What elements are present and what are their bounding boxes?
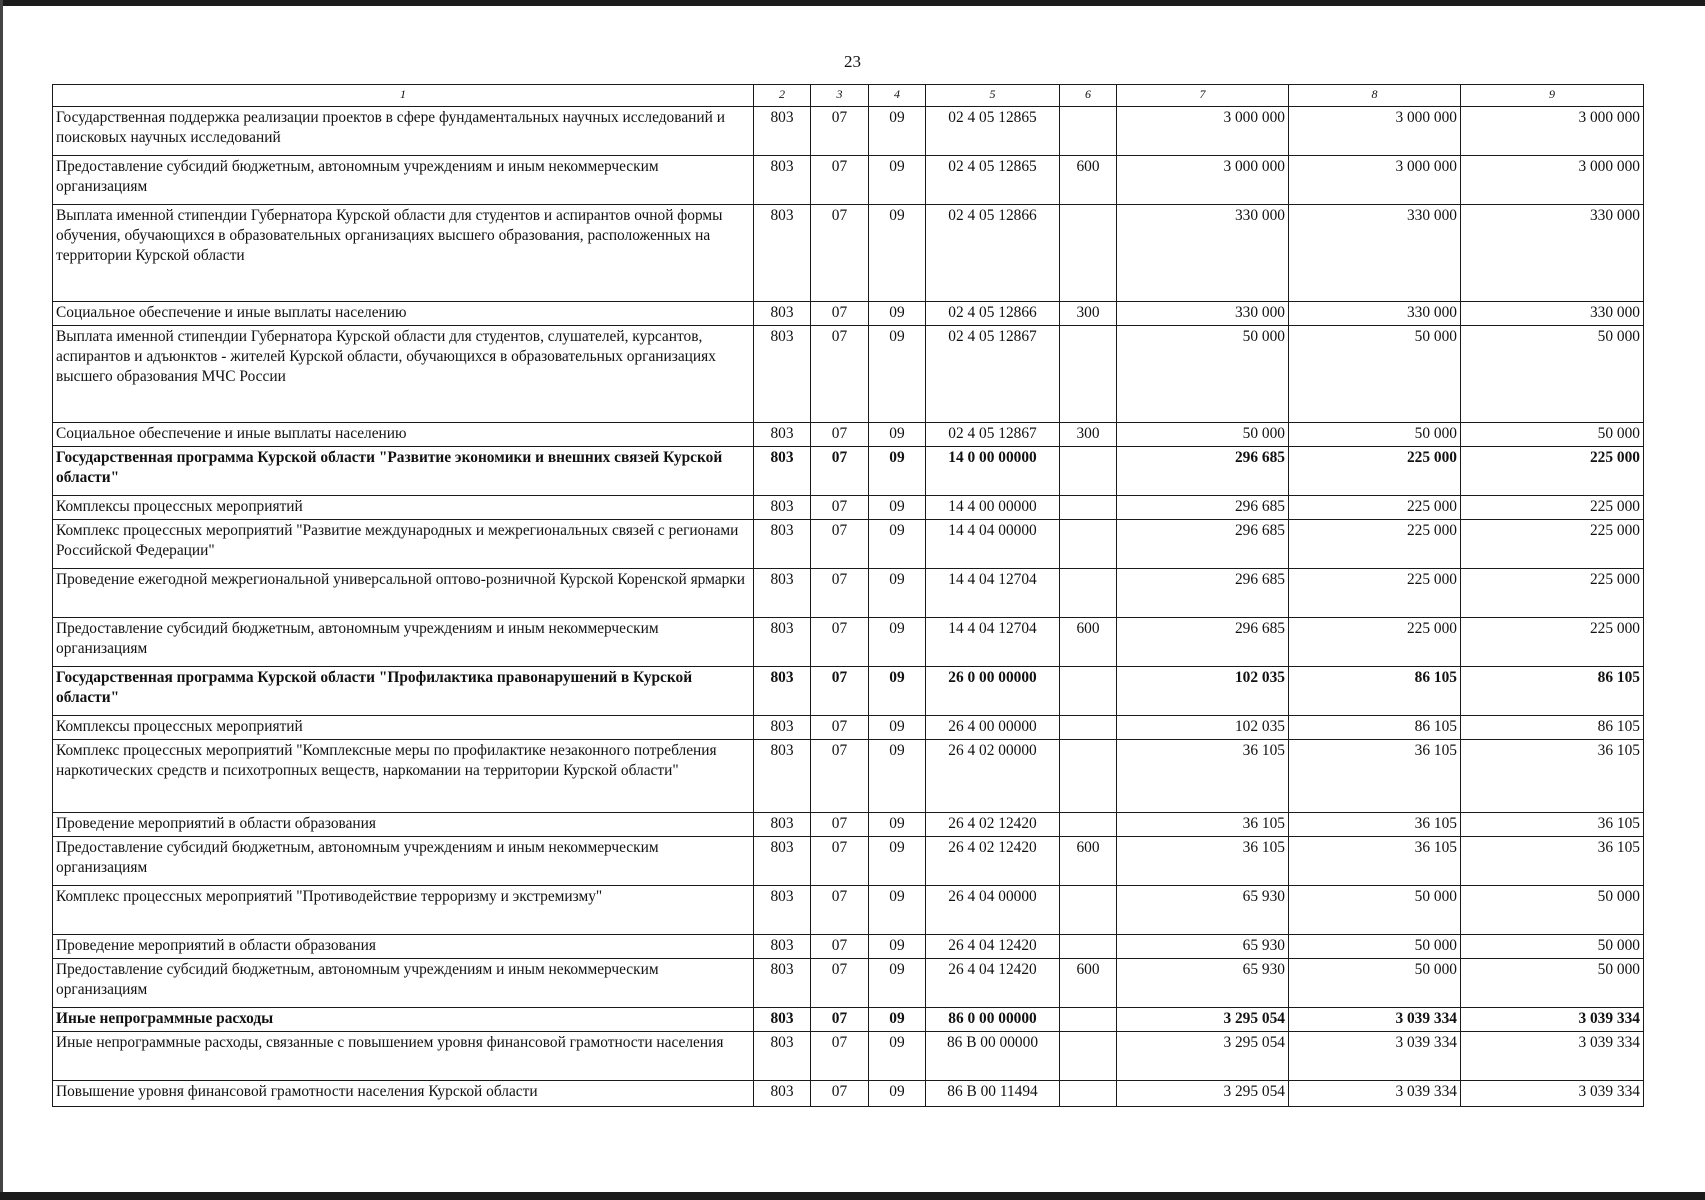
row-name-cell: Выплата именной стипендии Губернатора Курской области для студентов и аспирантов очной формы обучения, обучающихся в образовательных организациях высшего образования, расположенных на территории Курской области (53, 205, 754, 302)
row-name-cell: Проведение ежегодной межрегиональной универсальной оптово-розничной Курской Коренской ярмарки (53, 569, 754, 618)
table-row (53, 935, 1644, 959)
table-row (53, 326, 1644, 423)
table-row (53, 205, 1644, 302)
row-amount-2-cell: 225 000 (1289, 618, 1461, 667)
row-name-cell: Предоставление субсидий бюджетным, автономным учреждениям и иным некоммерческим организациям (53, 156, 754, 205)
table-body (53, 107, 1644, 1107)
row-expense-type-cell (1060, 107, 1117, 156)
row-grbs-cell: 803 (754, 667, 811, 716)
row-name-cell: Государственная программа Курской области "Профилактика правонарушений в Курской области" (53, 667, 754, 716)
row-target-article-cell: 02 4 05 12865 (926, 107, 1060, 156)
row-amount-3-cell: 50 000 (1461, 423, 1644, 447)
row-subsection-cell: 09 (869, 959, 926, 1008)
row-grbs-cell: 803 (754, 1032, 811, 1081)
budget-table (52, 84, 1644, 1107)
row-subsection-cell: 09 (869, 1081, 926, 1107)
row-grbs-cell: 803 (754, 618, 811, 667)
row-target-article-cell: 26 0 00 00000 (926, 667, 1060, 716)
row-section-cell: 07 (811, 569, 869, 618)
row-subsection-cell: 09 (869, 618, 926, 667)
row-name-cell: Повышение уровня финансовой грамотности населения Курской области (53, 1081, 754, 1107)
row-amount-3-cell: 36 105 (1461, 740, 1644, 813)
row-amount-3-cell: 330 000 (1461, 205, 1644, 302)
row-subsection-cell: 09 (869, 837, 926, 886)
row-section-cell: 07 (811, 302, 869, 326)
row-section-cell: 07 (811, 1081, 869, 1107)
row-name-cell: Предоставление субсидий бюджетным, автономным учреждениям и иным некоммерческим организациям (53, 959, 754, 1008)
row-amount-1-cell: 36 105 (1117, 837, 1289, 886)
row-name-cell: Комплекс процессных мероприятий "Комплексные меры по профилактике незаконного потребления наркотических средств и психотропных веществ, наркомании на территории Курской области" (53, 740, 754, 813)
row-target-article-cell: 02 4 05 12867 (926, 326, 1060, 423)
row-amount-1-cell: 296 685 (1117, 618, 1289, 667)
row-subsection-cell: 09 (869, 935, 926, 959)
row-amount-2-cell: 50 000 (1289, 326, 1461, 423)
row-amount-1-cell: 65 930 (1117, 886, 1289, 935)
row-expense-type-cell (1060, 813, 1117, 837)
row-subsection-cell: 09 (869, 569, 926, 618)
header-cell: 7 (1117, 85, 1289, 107)
header-cell: 3 (811, 85, 869, 107)
row-expense-type-cell (1060, 1008, 1117, 1032)
row-amount-1-cell: 330 000 (1117, 302, 1289, 326)
row-expense-type-cell (1060, 326, 1117, 423)
row-grbs-cell: 803 (754, 959, 811, 1008)
row-grbs-cell: 803 (754, 447, 811, 496)
row-amount-1-cell: 296 685 (1117, 496, 1289, 520)
row-grbs-cell: 803 (754, 813, 811, 837)
table-row (53, 667, 1644, 716)
table-row (53, 716, 1644, 740)
row-expense-type-cell (1060, 716, 1117, 740)
row-amount-3-cell: 50 000 (1461, 326, 1644, 423)
row-name-cell: Иные непрограммные расходы, связанные с повышением уровня финансовой грамотности населения (53, 1032, 754, 1081)
row-amount-3-cell: 36 105 (1461, 837, 1644, 886)
row-amount-2-cell: 3 039 334 (1289, 1081, 1461, 1107)
row-target-article-cell: 02 4 05 12866 (926, 302, 1060, 326)
row-name-cell: Государственная программа Курской области "Развитие экономики и внешних связей Курской области" (53, 447, 754, 496)
row-name-cell: Проведение мероприятий в области образования (53, 935, 754, 959)
row-amount-3-cell: 50 000 (1461, 935, 1644, 959)
row-amount-3-cell: 3 039 334 (1461, 1032, 1644, 1081)
row-section-cell: 07 (811, 837, 869, 886)
row-target-article-cell: 26 4 00 00000 (926, 716, 1060, 740)
table-row (53, 302, 1644, 326)
row-subsection-cell: 09 (869, 423, 926, 447)
row-grbs-cell: 803 (754, 205, 811, 302)
scan-border-bottom (0, 1192, 1705, 1200)
row-amount-2-cell: 3 000 000 (1289, 156, 1461, 205)
row-subsection-cell: 09 (869, 107, 926, 156)
row-amount-2-cell: 50 000 (1289, 959, 1461, 1008)
row-amount-3-cell: 50 000 (1461, 959, 1644, 1008)
row-amount-1-cell: 3 295 054 (1117, 1008, 1289, 1032)
row-amount-2-cell: 50 000 (1289, 886, 1461, 935)
table-row (53, 447, 1644, 496)
row-amount-2-cell: 3 039 334 (1289, 1008, 1461, 1032)
row-amount-2-cell: 3 000 000 (1289, 107, 1461, 156)
row-target-article-cell: 86 0 00 00000 (926, 1008, 1060, 1032)
row-section-cell: 07 (811, 618, 869, 667)
scan-border-left (0, 0, 3, 1200)
row-section-cell: 07 (811, 740, 869, 813)
row-section-cell: 07 (811, 1032, 869, 1081)
row-expense-type-cell: 300 (1060, 423, 1117, 447)
row-expense-type-cell (1060, 886, 1117, 935)
row-amount-3-cell: 3 000 000 (1461, 156, 1644, 205)
table-row (53, 520, 1644, 569)
row-amount-2-cell: 330 000 (1289, 205, 1461, 302)
row-expense-type-cell: 600 (1060, 618, 1117, 667)
row-amount-2-cell: 36 105 (1289, 837, 1461, 886)
row-target-article-cell: 26 4 02 12420 (926, 837, 1060, 886)
row-expense-type-cell (1060, 205, 1117, 302)
row-amount-1-cell: 102 035 (1117, 716, 1289, 740)
table-row (53, 886, 1644, 935)
row-amount-2-cell: 3 039 334 (1289, 1032, 1461, 1081)
row-expense-type-cell (1060, 1081, 1117, 1107)
row-target-article-cell: 14 4 04 12704 (926, 569, 1060, 618)
table-row (53, 1032, 1644, 1081)
row-section-cell: 07 (811, 886, 869, 935)
row-name-cell: Выплата именной стипендии Губернатора Курской области для студентов, слушателей, курсантов, аспирантов и адъюнктов - жителей Курской области, обучающихся в образовательных организациях высшего образования МЧС России (53, 326, 754, 423)
table-row (53, 156, 1644, 205)
row-target-article-cell: 26 4 04 12420 (926, 935, 1060, 959)
row-amount-2-cell: 86 105 (1289, 667, 1461, 716)
row-amount-1-cell: 296 685 (1117, 447, 1289, 496)
row-grbs-cell: 803 (754, 156, 811, 205)
row-expense-type-cell (1060, 1032, 1117, 1081)
row-amount-1-cell: 3 295 054 (1117, 1081, 1289, 1107)
row-section-cell: 07 (811, 1008, 869, 1032)
table-row (53, 618, 1644, 667)
row-amount-2-cell: 225 000 (1289, 520, 1461, 569)
row-expense-type-cell: 600 (1060, 156, 1117, 205)
row-expense-type-cell: 600 (1060, 837, 1117, 886)
row-expense-type-cell: 600 (1060, 959, 1117, 1008)
row-expense-type-cell (1060, 667, 1117, 716)
table-row (53, 107, 1644, 156)
row-grbs-cell: 803 (754, 520, 811, 569)
row-target-article-cell: 14 4 04 12704 (926, 618, 1060, 667)
row-amount-1-cell: 65 930 (1117, 959, 1289, 1008)
row-grbs-cell: 803 (754, 935, 811, 959)
row-amount-3-cell: 86 105 (1461, 667, 1644, 716)
row-name-cell: Комплексы процессных мероприятий (53, 496, 754, 520)
row-section-cell: 07 (811, 326, 869, 423)
row-subsection-cell: 09 (869, 716, 926, 740)
row-grbs-cell: 803 (754, 1081, 811, 1107)
row-amount-3-cell: 225 000 (1461, 569, 1644, 618)
row-amount-2-cell: 225 000 (1289, 569, 1461, 618)
row-amount-1-cell: 102 035 (1117, 667, 1289, 716)
row-subsection-cell: 09 (869, 1008, 926, 1032)
row-grbs-cell: 803 (754, 837, 811, 886)
row-target-article-cell: 86 В 00 11494 (926, 1081, 1060, 1107)
row-amount-2-cell: 225 000 (1289, 447, 1461, 496)
row-amount-1-cell: 330 000 (1117, 205, 1289, 302)
table-row (53, 1008, 1644, 1032)
row-target-article-cell: 02 4 05 12867 (926, 423, 1060, 447)
row-amount-3-cell: 225 000 (1461, 447, 1644, 496)
row-expense-type-cell: 300 (1060, 302, 1117, 326)
row-section-cell: 07 (811, 205, 869, 302)
row-name-cell: Комплексы процессных мероприятий (53, 716, 754, 740)
table-row (53, 740, 1644, 813)
row-target-article-cell: 86 В 00 00000 (926, 1032, 1060, 1081)
row-name-cell: Государственная поддержка реализации проектов в сфере фундаментальных научных исследований и поисковых научных исследований (53, 107, 754, 156)
page-number: 23 (844, 52, 861, 71)
row-target-article-cell: 26 4 02 12420 (926, 813, 1060, 837)
row-expense-type-cell (1060, 447, 1117, 496)
row-subsection-cell: 09 (869, 520, 926, 569)
row-grbs-cell: 803 (754, 716, 811, 740)
header-cell: 4 (869, 85, 926, 107)
row-grbs-cell: 803 (754, 326, 811, 423)
row-amount-3-cell: 50 000 (1461, 886, 1644, 935)
row-amount-2-cell: 225 000 (1289, 496, 1461, 520)
row-subsection-cell: 09 (869, 496, 926, 520)
row-expense-type-cell (1060, 569, 1117, 618)
row-target-article-cell: 26 4 04 00000 (926, 886, 1060, 935)
row-target-article-cell: 14 4 04 00000 (926, 520, 1060, 569)
row-amount-1-cell: 3 000 000 (1117, 156, 1289, 205)
header-cell: 1 (53, 85, 754, 107)
row-section-cell: 07 (811, 520, 869, 569)
header-cell: 9 (1461, 85, 1644, 107)
row-target-article-cell: 14 4 00 00000 (926, 496, 1060, 520)
row-grbs-cell: 803 (754, 740, 811, 813)
row-amount-3-cell: 225 000 (1461, 496, 1644, 520)
row-grbs-cell: 803 (754, 496, 811, 520)
header-cell: 8 (1289, 85, 1461, 107)
row-subsection-cell: 09 (869, 667, 926, 716)
row-amount-1-cell: 65 930 (1117, 935, 1289, 959)
row-expense-type-cell (1060, 496, 1117, 520)
row-subsection-cell: 09 (869, 1032, 926, 1081)
row-amount-3-cell: 3 039 334 (1461, 1008, 1644, 1032)
row-target-article-cell: 14 0 00 00000 (926, 447, 1060, 496)
row-amount-1-cell: 50 000 (1117, 423, 1289, 447)
row-amount-1-cell: 296 685 (1117, 569, 1289, 618)
row-section-cell: 07 (811, 107, 869, 156)
row-grbs-cell: 803 (754, 302, 811, 326)
row-grbs-cell: 803 (754, 569, 811, 618)
row-section-cell: 07 (811, 156, 869, 205)
row-amount-2-cell: 330 000 (1289, 302, 1461, 326)
row-section-cell: 07 (811, 496, 869, 520)
table-row (53, 837, 1644, 886)
table-row (53, 569, 1644, 618)
row-subsection-cell: 09 (869, 205, 926, 302)
row-name-cell: Социальное обеспечение и иные выплаты населению (53, 302, 754, 326)
row-grbs-cell: 803 (754, 886, 811, 935)
row-expense-type-cell (1060, 740, 1117, 813)
row-name-cell: Социальное обеспечение и иные выплаты населению (53, 423, 754, 447)
table-row (53, 496, 1644, 520)
row-amount-2-cell: 36 105 (1289, 740, 1461, 813)
row-name-cell: Комплекс процессных мероприятий "Противодействие терроризму и экстремизму" (53, 886, 754, 935)
row-target-article-cell: 02 4 05 12866 (926, 205, 1060, 302)
row-name-cell: Предоставление субсидий бюджетным, автономным учреждениям и иным некоммерческим организациям (53, 618, 754, 667)
row-section-cell: 07 (811, 447, 869, 496)
row-amount-3-cell: 3 000 000 (1461, 107, 1644, 156)
row-subsection-cell: 09 (869, 886, 926, 935)
row-name-cell: Проведение мероприятий в области образования (53, 813, 754, 837)
row-amount-2-cell: 86 105 (1289, 716, 1461, 740)
table-row (53, 1081, 1644, 1107)
row-expense-type-cell (1060, 520, 1117, 569)
row-amount-3-cell: 330 000 (1461, 302, 1644, 326)
row-target-article-cell: 02 4 05 12865 (926, 156, 1060, 205)
row-subsection-cell: 09 (869, 740, 926, 813)
row-grbs-cell: 803 (754, 423, 811, 447)
row-amount-1-cell: 36 105 (1117, 813, 1289, 837)
row-amount-1-cell: 3 000 000 (1117, 107, 1289, 156)
row-section-cell: 07 (811, 935, 869, 959)
row-section-cell: 07 (811, 959, 869, 1008)
row-target-article-cell: 26 4 04 12420 (926, 959, 1060, 1008)
row-name-cell: Комплекс процессных мероприятий "Развитие международных и межрегиональных связей с регионами Российской Федерации" (53, 520, 754, 569)
row-grbs-cell: 803 (754, 1008, 811, 1032)
table-row (53, 959, 1644, 1008)
row-grbs-cell: 803 (754, 107, 811, 156)
row-expense-type-cell (1060, 935, 1117, 959)
row-name-cell: Предоставление субсидий бюджетным, автономным учреждениям и иным некоммерческим организациям (53, 837, 754, 886)
row-section-cell: 07 (811, 813, 869, 837)
row-section-cell: 07 (811, 423, 869, 447)
row-amount-2-cell: 36 105 (1289, 813, 1461, 837)
row-name-cell: Иные непрограммные расходы (53, 1008, 754, 1032)
row-amount-2-cell: 50 000 (1289, 935, 1461, 959)
header-cell: 5 (926, 85, 1060, 107)
row-amount-1-cell: 50 000 (1117, 326, 1289, 423)
row-subsection-cell: 09 (869, 302, 926, 326)
row-amount-1-cell: 36 105 (1117, 740, 1289, 813)
scan-border-top (0, 0, 1705, 6)
row-subsection-cell: 09 (869, 156, 926, 205)
row-amount-3-cell: 225 000 (1461, 618, 1644, 667)
row-amount-3-cell: 3 039 334 (1461, 1081, 1644, 1107)
header-cell: 6 (1060, 85, 1117, 107)
row-section-cell: 07 (811, 716, 869, 740)
row-amount-2-cell: 50 000 (1289, 423, 1461, 447)
header-row (53, 85, 1644, 107)
row-subsection-cell: 09 (869, 447, 926, 496)
row-amount-1-cell: 296 685 (1117, 520, 1289, 569)
row-amount-1-cell: 3 295 054 (1117, 1032, 1289, 1081)
row-subsection-cell: 09 (869, 326, 926, 423)
row-amount-3-cell: 86 105 (1461, 716, 1644, 740)
table-row (53, 813, 1644, 837)
table-row (53, 423, 1644, 447)
row-target-article-cell: 26 4 02 00000 (926, 740, 1060, 813)
header-cell: 2 (754, 85, 811, 107)
row-amount-3-cell: 225 000 (1461, 520, 1644, 569)
row-amount-3-cell: 36 105 (1461, 813, 1644, 837)
row-subsection-cell: 09 (869, 813, 926, 837)
row-section-cell: 07 (811, 667, 869, 716)
